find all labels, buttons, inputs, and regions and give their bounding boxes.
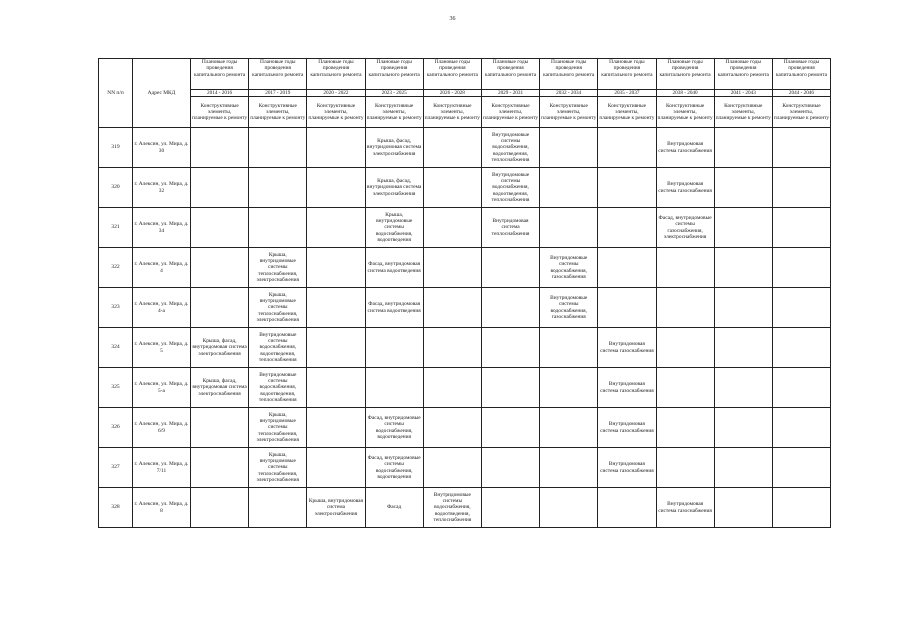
repair-elements-cell: Внутридомовая система газоснабжения [656,168,714,208]
repair-elements-cell [307,408,365,448]
repair-elements-cell: Внутридомовая система газоснабжения [598,408,656,448]
repair-elements-cell [772,408,830,448]
repair-elements-cell: Внутридомовые системы водоснабжения, водоотведения, теплоснабжения [249,368,307,408]
header-row-period-titles [99,59,831,90]
header-period-title: Плановые годы проведения капитального ремонта [540,59,598,90]
repair-elements-cell [191,408,249,448]
capital-repair-plan-table [98,58,831,528]
repair-elements-cell [656,448,714,488]
repair-elements-cell [249,488,307,528]
header-years: 2026 - 2028 [423,90,481,97]
table-row [99,368,831,408]
row-number: 328 [99,488,133,528]
repair-elements-cell: Фасад, внутридомовые системы водоснабжения, водоотведения [365,448,423,488]
header-years: 2017 - 2019 [249,90,307,97]
repair-elements-cell [714,448,772,488]
row-address: г. Алексин, ул. Мира, д. 5-а [133,368,191,408]
header-row-elements [99,97,831,128]
header-elements-caption: Конструктивные элементы, планируемые к ремонту [307,97,365,128]
repair-elements-cell [307,288,365,328]
repair-elements-cell [656,368,714,408]
repair-elements-cell [307,168,365,208]
repair-elements-cell [656,248,714,288]
repair-elements-cell [656,288,714,328]
repair-elements-cell [423,328,481,368]
row-number: 324 [99,328,133,368]
repair-elements-cell [714,248,772,288]
repair-elements-cell [423,408,481,448]
repair-elements-cell [714,208,772,248]
header-years: 2032 - 2034 [540,90,598,97]
header-elements-caption: Конструктивные элементы, планируемые к ремонту [365,97,423,128]
repair-elements-cell [481,408,539,448]
row-number: 326 [99,408,133,448]
repair-elements-cell: Крыша, внутридомовые системы водоснабжения, водоотведения [365,208,423,248]
repair-elements-cell [540,168,598,208]
repair-elements-cell [423,208,481,248]
repair-elements-cell: Внутридомовые системы водоснабжения, газоснабжения [540,248,598,288]
header-elements-caption: Конструктивные элементы, планируемые к ремонту [656,97,714,128]
repair-elements-cell [772,248,830,288]
header-elements-caption: Конструктивные элементы, планируемые к ремонту [772,97,830,128]
header-period-title: Плановые годы проведения капитального ремонта [598,59,656,90]
repair-elements-cell: Внутридомовая система теплоснабжения [481,208,539,248]
header-elements-caption: Конструктивные элементы, планируемые к ремонту [714,97,772,128]
repair-elements-cell [191,448,249,488]
repair-elements-cell [307,128,365,168]
table-row [99,448,831,488]
repair-elements-cell: Внутридомовая система газоснабжения [598,448,656,488]
repair-elements-cell [714,488,772,528]
header-elements-caption: Конструктивные элементы, планируемые к ремонту [481,97,539,128]
row-number: 320 [99,168,133,208]
repair-elements-cell: Крыша, внутридомовая система электроснабжения [307,488,365,528]
repair-elements-cell: Внутридомовая система газоснабжения [598,328,656,368]
table-row [99,408,831,448]
header-address: Адрес МКД [133,59,191,128]
repair-elements-cell [714,368,772,408]
repair-elements-cell [540,448,598,488]
header-period-title: Плановые годы проведения капитального ремонта [249,59,307,90]
repair-elements-cell: Внутридомовая система газоснабжения [598,368,656,408]
header-period-title: Плановые годы проведения капитального ремонта [365,59,423,90]
repair-elements-cell: Внутридомовая система газоснабжения [656,128,714,168]
repair-elements-cell [598,248,656,288]
repair-elements-cell [423,168,481,208]
row-address: г. Алексин, ул. Мира, д. 5 [133,328,191,368]
repair-elements-cell: Внутридомовые системы водоснабжения, водоотведения, теплоснабжения [481,128,539,168]
repair-elements-cell [598,128,656,168]
header-period-title: Плановые годы проведения капитального ремонта [772,59,830,90]
repair-elements-cell: Фасад, внутридомовая система водоотведения [365,248,423,288]
repair-elements-cell [772,168,830,208]
header-years: 2035 - 2037 [598,90,656,97]
repair-elements-cell: Крыша, внутридомовые системы теплоснабжения, электроснабжения [249,288,307,328]
row-number: 319 [99,128,133,168]
repair-elements-cell [307,248,365,288]
repair-elements-cell [249,168,307,208]
header-elements-caption: Конструктивные элементы, планируемые к ремонту [540,97,598,128]
table-row [99,208,831,248]
row-number: 322 [99,248,133,288]
repair-elements-cell [191,128,249,168]
table-row [99,288,831,328]
row-address: г. Алексин, ул. Мира, д. 4-а [133,288,191,328]
repair-elements-cell: Внутридомовые системы водоснабжения, водоотведения, теплоснабжения [481,168,539,208]
row-number: 325 [99,368,133,408]
repair-elements-cell [307,328,365,368]
header-years: 2020 - 2022 [307,90,365,97]
repair-elements-cell [540,488,598,528]
repair-elements-cell [191,288,249,328]
repair-elements-cell: Фасад, внутридомовые системы водоснабжения, водоотведения [365,408,423,448]
repair-elements-cell [249,208,307,248]
row-address: г. Алексин, ул. Мира, д. 30 [133,128,191,168]
repair-elements-cell [598,488,656,528]
header-period-title: Плановые годы проведения капитального ремонта [191,59,249,90]
repair-elements-cell [540,408,598,448]
repair-elements-cell [598,168,656,208]
repair-elements-cell [249,128,307,168]
repair-elements-cell [714,328,772,368]
table-body [99,128,831,528]
repair-elements-cell: Крыша, фасад, внутридомовая система электроснабжения [365,168,423,208]
repair-elements-cell [365,368,423,408]
table-header [99,59,831,128]
repair-elements-cell [540,208,598,248]
repair-elements-cell [598,208,656,248]
header-row-years [99,90,831,97]
table-row [99,248,831,288]
header-num: NN п/п [99,59,133,128]
header-elements-caption: Конструктивные элементы, планируемые к ремонту [423,97,481,128]
table-row [99,488,831,528]
header-years: 2041 - 2043 [714,90,772,97]
repair-elements-cell [772,208,830,248]
header-period-title: Плановые годы проведения капитального ремонта [714,59,772,90]
row-address: г. Алексин, ул. Мира, д. 32 [133,168,191,208]
repair-elements-cell [772,288,830,328]
repair-elements-cell [481,248,539,288]
header-years: 2014 - 2016 [191,90,249,97]
header-elements-caption: Конструктивные элементы, планируемые к ремонту [598,97,656,128]
repair-elements-cell: Фасад [365,488,423,528]
repair-elements-cell [772,128,830,168]
repair-elements-cell [423,448,481,488]
page-number: 36 [449,16,456,22]
header-years: 2029 - 2031 [481,90,539,97]
header-years: 2038 - 2040 [656,90,714,97]
repair-elements-cell [307,368,365,408]
header-years: 2023 - 2025 [365,90,423,97]
repair-elements-cell [191,208,249,248]
repair-elements-cell [714,168,772,208]
repair-elements-cell [481,488,539,528]
repair-elements-cell [714,128,772,168]
repair-elements-cell [307,208,365,248]
repair-elements-cell [598,288,656,328]
repair-elements-cell [191,488,249,528]
repair-elements-cell: Крыша, фасад, внутридомовая система электроснабжения [365,128,423,168]
repair-elements-cell [540,368,598,408]
repair-elements-cell: Фасад, внутридомовая система водоотведения [365,288,423,328]
repair-elements-cell: Крыша, внутридомовые системы теплоснабжения, электроснабжения [249,448,307,488]
repair-elements-cell [656,328,714,368]
row-address: г. Алексин, ул. Мира, д. 7/11 [133,448,191,488]
row-address: г. Алексин, ул. Мира, д. 4 [133,248,191,288]
repair-elements-cell [481,368,539,408]
repair-elements-cell [481,328,539,368]
repair-elements-cell [772,328,830,368]
table-row [99,328,831,368]
header-period-title: Плановые годы проведения капитального ремонта [656,59,714,90]
table-row [99,168,831,208]
repair-elements-cell [540,128,598,168]
row-number: 321 [99,208,133,248]
header-elements-caption: Конструктивные элементы, планируемые к ремонту [249,97,307,128]
header-period-title: Плановые годы проведения капитального ремонта [307,59,365,90]
repair-elements-cell [772,368,830,408]
repair-elements-cell [714,408,772,448]
row-address: г. Алексин, ул. Мира, д. 6/9 [133,408,191,448]
repair-elements-cell: Внутридомовая система газоснабжения [656,488,714,528]
repair-elements-cell [540,328,598,368]
repair-elements-cell [714,288,772,328]
repair-elements-cell [772,448,830,488]
row-number: 327 [99,448,133,488]
header-period-title: Плановые годы проведения капитального ремонта [481,59,539,90]
repair-elements-cell [191,248,249,288]
repair-elements-cell [656,408,714,448]
repair-elements-cell [481,288,539,328]
repair-elements-cell: Крыша, фасад, внутридомовая система электроснабжения [191,328,249,368]
repair-elements-cell [365,328,423,368]
repair-elements-cell: Внутридомовые системы водоснабжения, газоснабжения [540,288,598,328]
row-address: г. Алексин, ул. Мира, д. 34 [133,208,191,248]
repair-elements-cell: Внутридомовые системы водоснабжения, водоотведения, теплоснабжения [249,328,307,368]
repair-elements-cell [191,168,249,208]
repair-elements-cell [423,368,481,408]
header-elements-caption: Конструктивные элементы, планируемые к ремонту [191,97,249,128]
header-years: 2044 - 2046 [772,90,830,97]
repair-elements-cell [307,448,365,488]
repair-elements-cell [772,488,830,528]
repair-elements-cell [481,448,539,488]
row-number: 323 [99,288,133,328]
table-row [99,128,831,168]
row-address: г. Алексин, ул. Мира, д. 8 [133,488,191,528]
repair-elements-cell: Крыша, внутридомовые системы теплоснабжения, электроснабжения [249,248,307,288]
repair-elements-cell: Крыша, внутридомовые системы теплоснабжения, электроснабжения [249,408,307,448]
repair-elements-cell: Крыша, фасад, внутридомовая система электроснабжения [191,368,249,408]
repair-elements-cell: Внутридомовые системы водоснабжения, водоотведения, теплоснабжения [423,488,481,528]
repair-elements-cell [423,128,481,168]
header-period-title: Плановые годы проведения капитального ремонта [423,59,481,90]
repair-elements-cell [423,248,481,288]
repair-elements-cell: Фасад, внутридомовые системы газоснабжения, электроснабжения [656,208,714,248]
repair-elements-cell [423,288,481,328]
